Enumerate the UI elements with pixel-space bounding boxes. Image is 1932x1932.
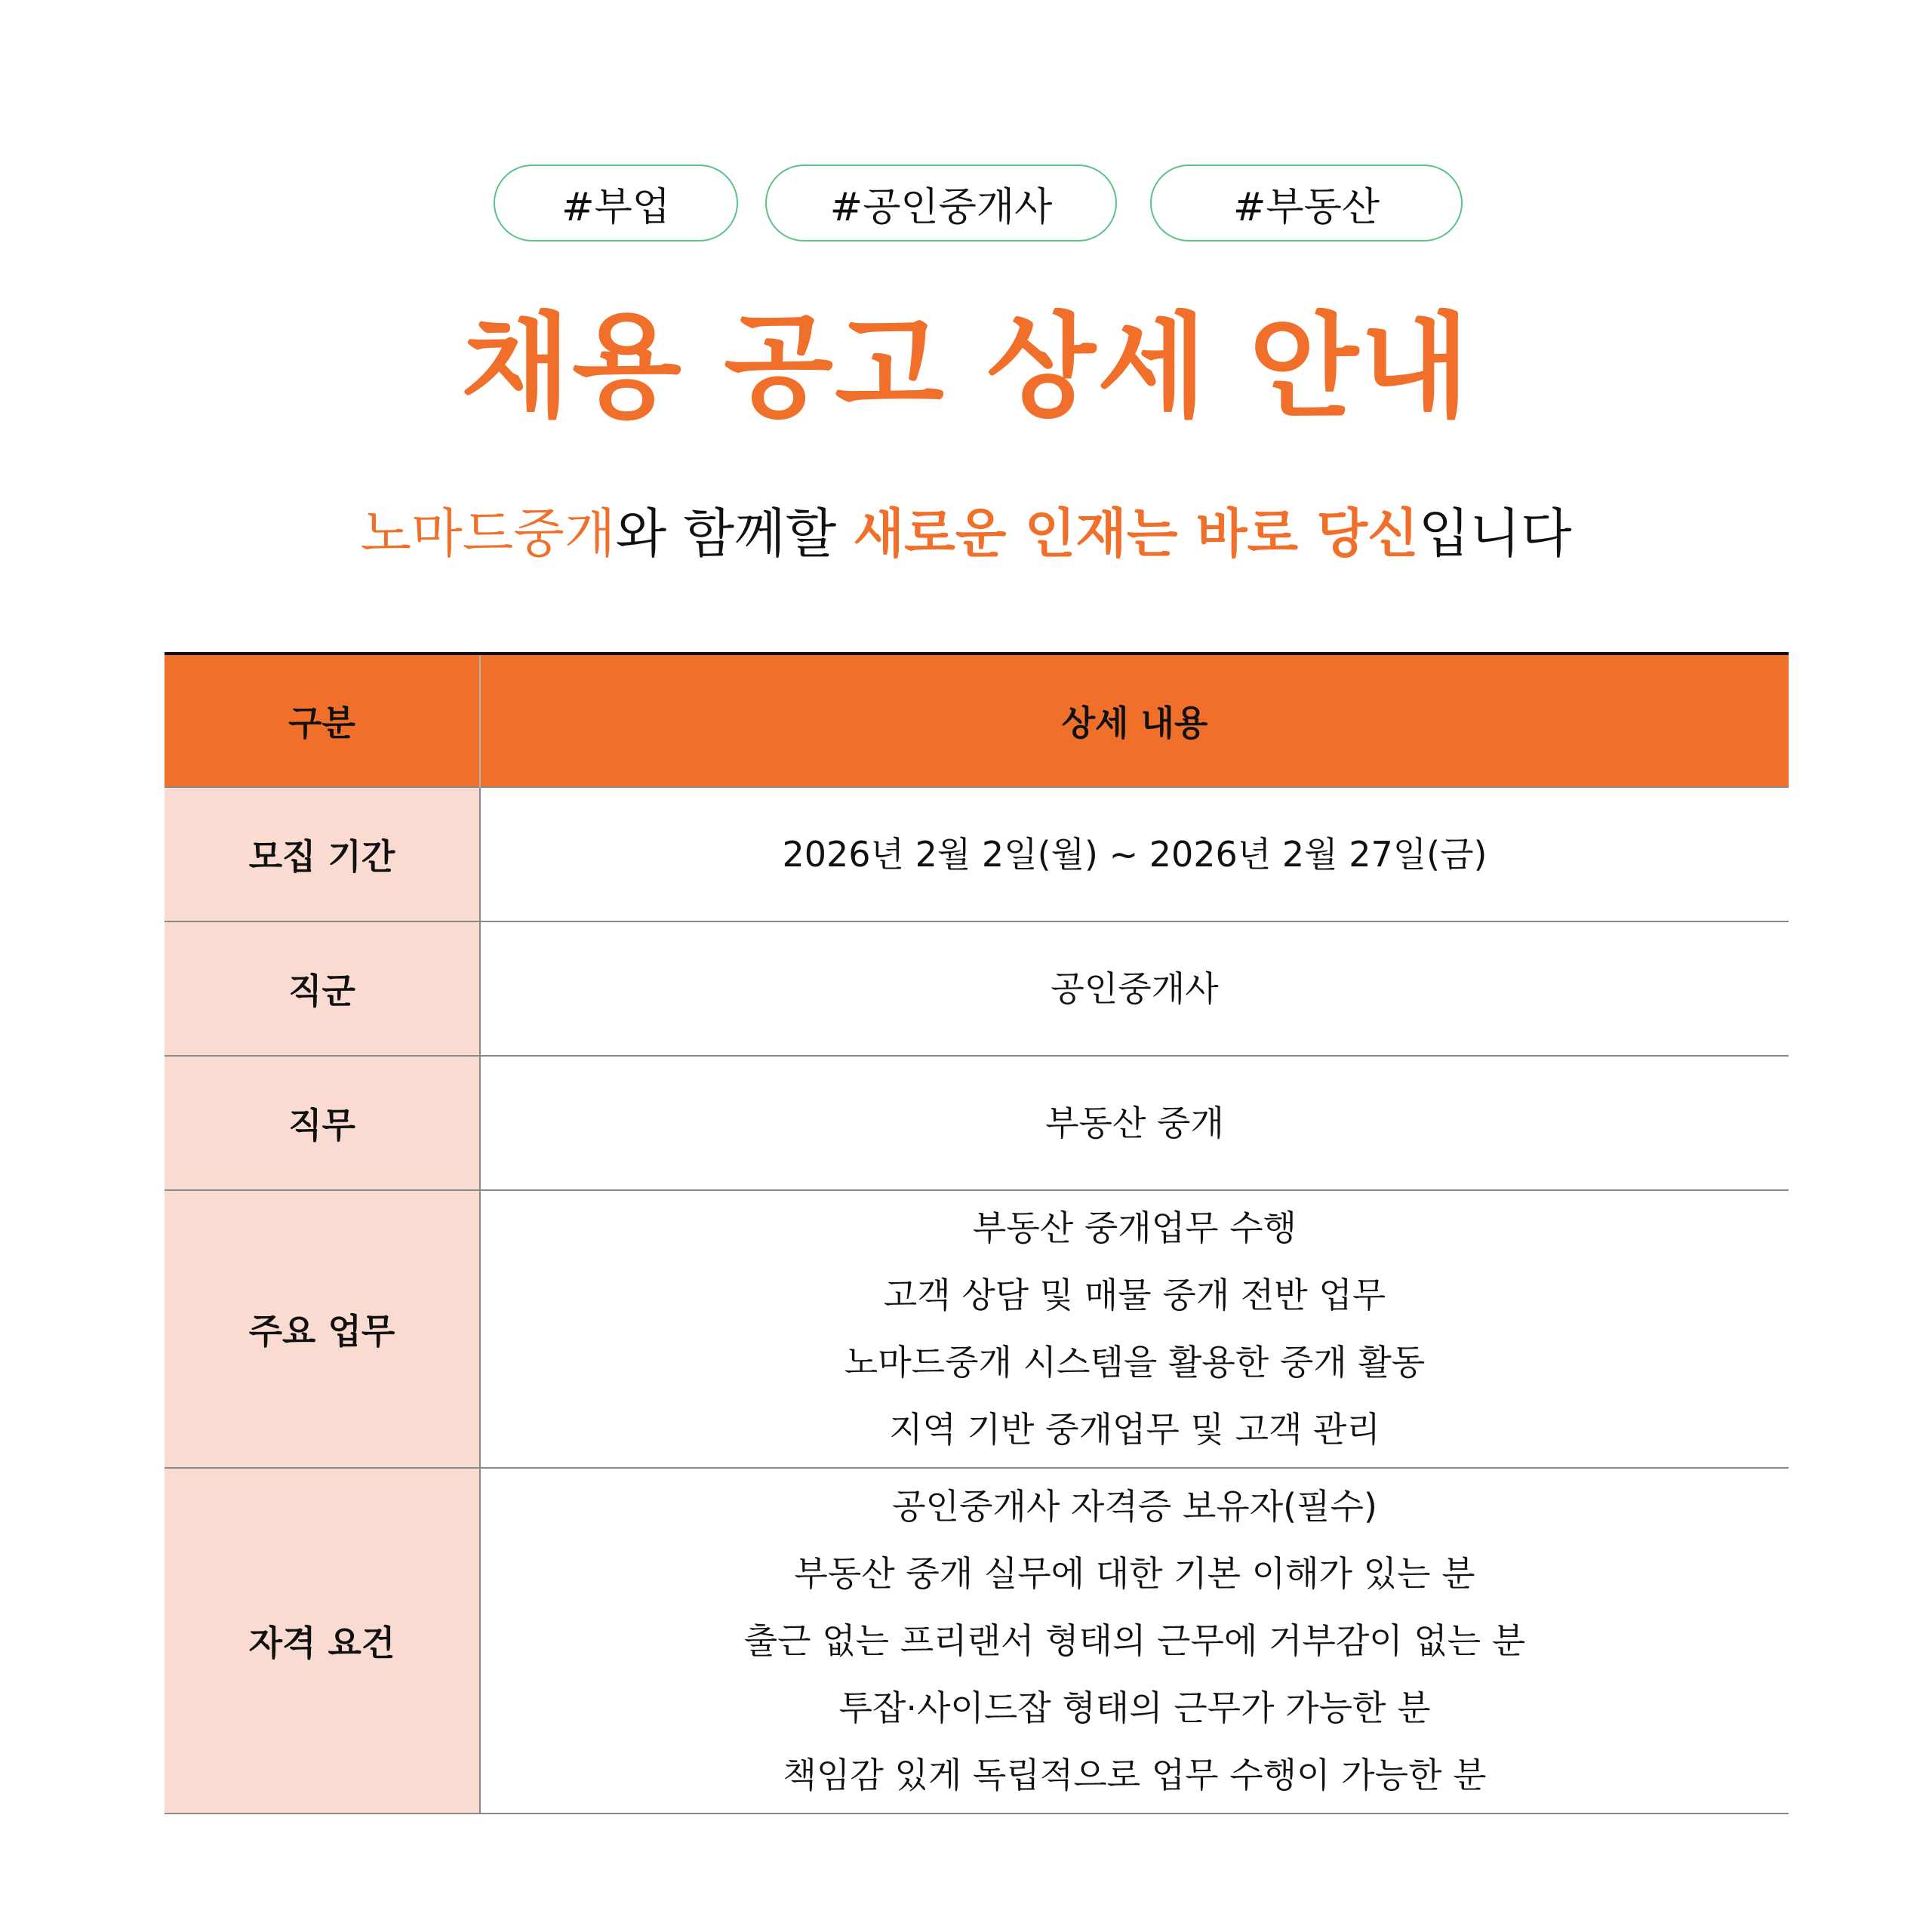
row-value bbox=[480, 1056, 1789, 1190]
page-subtitle bbox=[0, 503, 1932, 565]
value-line: 부동산 중개 실무에 대한 기본 이해가 있는 분 bbox=[794, 1552, 1475, 1594]
value-line: 투잡·사이드잡 형태의 근무가 가능한 분 bbox=[838, 1687, 1431, 1728]
row-value bbox=[480, 787, 1789, 921]
header-details: 상세 내용 bbox=[480, 654, 1789, 787]
row-value bbox=[480, 921, 1789, 1056]
value-line: 부동산 중개 bbox=[1045, 1102, 1224, 1143]
row-value bbox=[480, 1468, 1789, 1814]
row-label: 자격 요건 bbox=[165, 1468, 480, 1814]
table-row-main-duties bbox=[165, 1190, 1789, 1468]
value-line: 부동산 중개업무 수행 bbox=[972, 1208, 1297, 1248]
value-line: 고객 상담 및 매물 중개 전반 업무 bbox=[883, 1275, 1386, 1315]
subtitle-highlight: 새로운 인재는 바로 당신 bbox=[853, 503, 1419, 565]
value-line: 공인중개사 bbox=[1051, 968, 1219, 1009]
hashtag-side-job: #부업 bbox=[494, 165, 738, 242]
row-label: 모집 기간 bbox=[165, 787, 480, 921]
table-header-row bbox=[165, 654, 1789, 787]
row-value bbox=[480, 1190, 1789, 1468]
subtitle-brand: 노마드중개 bbox=[360, 503, 616, 565]
row-label: 직무 bbox=[165, 1056, 480, 1190]
row-label: 직군 bbox=[165, 921, 480, 1056]
value-line: 공인중개사 자격증 보유자(필수) bbox=[892, 1485, 1377, 1527]
hashtag-row bbox=[0, 165, 1932, 245]
value-line: 노마드중개 시스템을 활용한 중개 활동 bbox=[844, 1342, 1426, 1383]
page-title: 채용 공고 상세 안내 bbox=[461, 302, 1471, 433]
job-detail-table bbox=[165, 652, 1789, 1814]
table-row-recruit-period bbox=[165, 787, 1789, 921]
hashtag-real-estate: #부동산 bbox=[1150, 165, 1463, 242]
value-line: 2026년 2월 2일(월) ~ 2026년 2월 27일(금) bbox=[782, 833, 1487, 875]
table-row-qualifications bbox=[165, 1468, 1789, 1814]
subtitle-text-1: 와 함께할 bbox=[615, 503, 854, 565]
hashtag-realtor: #공인중개사 bbox=[765, 165, 1117, 242]
table-row-job-role bbox=[165, 1056, 1789, 1190]
table-row-job-group bbox=[165, 921, 1789, 1056]
value-line: 출근 없는 프리랜서 형태의 근무에 거부감이 없는 분 bbox=[743, 1620, 1526, 1661]
row-label: 주요 업무 bbox=[165, 1190, 480, 1468]
value-line: 지역 기반 중개업무 및 고객 관리 bbox=[889, 1409, 1380, 1450]
value-line: 책임감 있게 독립적으로 업무 수행이 가능한 분 bbox=[783, 1754, 1487, 1795]
subtitle-text-2: 입니다 bbox=[1418, 503, 1572, 565]
header-category: 구분 bbox=[165, 654, 480, 787]
